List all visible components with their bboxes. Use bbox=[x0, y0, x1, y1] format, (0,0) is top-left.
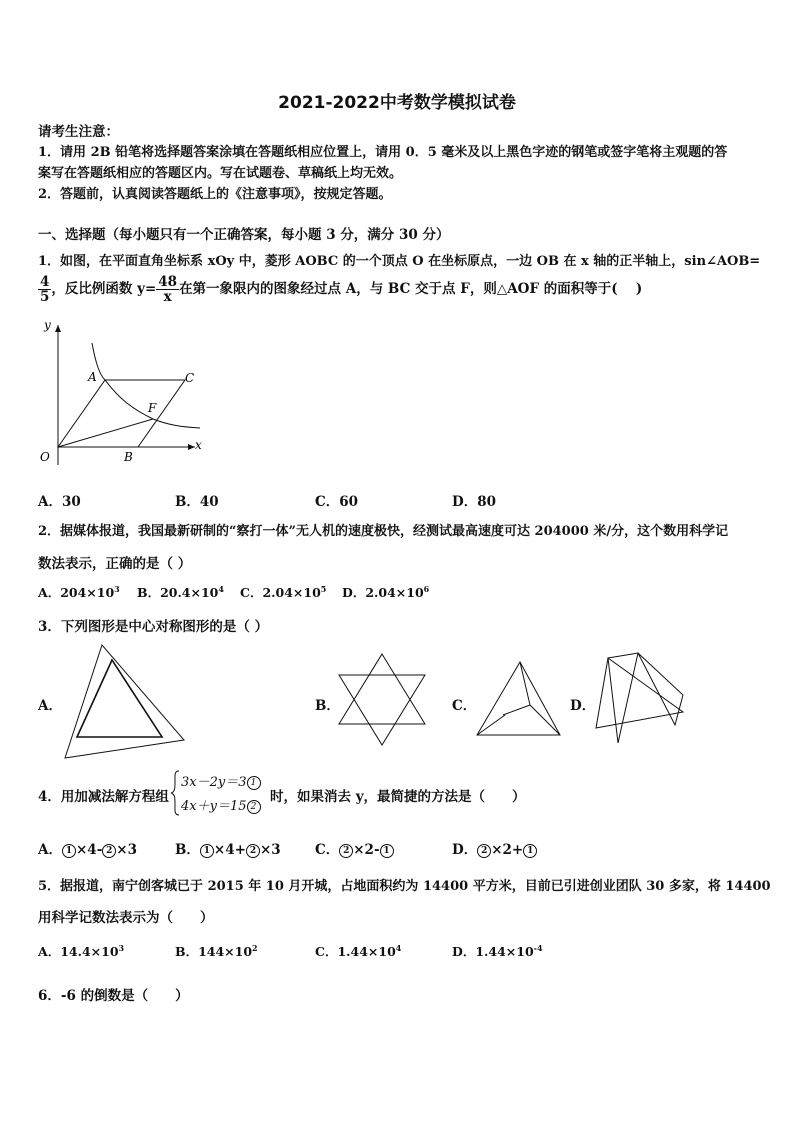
q3-line1: 3．下列图形是中心对称图形的是（ ） bbox=[38, 619, 269, 635]
q2-line2: 数法表示，正确的是（ ） bbox=[38, 556, 192, 572]
q5-option-c[interactable]: C．$1.44\times 10^4$ bbox=[315, 942, 402, 959]
q2-option-c[interactable]: C．$2.04\times 10^5$ bbox=[240, 583, 327, 600]
q1-fraction-sin: $\frac{4}{5}$ bbox=[40, 274, 50, 306]
q1-label-C: C bbox=[185, 371, 195, 385]
q3-figure-d bbox=[593, 650, 693, 746]
q2-option-b[interactable]: B．$20.4\times 10^4$ bbox=[137, 583, 224, 600]
q3-option-c[interactable]: C． bbox=[452, 698, 477, 714]
q2-option-d[interactable]: D．$2.04\times 10^6$ bbox=[342, 583, 430, 600]
q1-label-F: F bbox=[148, 401, 157, 415]
q1-line2: $\frac{4}{5}$ ，反比例函数 y= $\frac{48}{x}$ 在第一象限内的图象经过点 A，与 BC 交于点 F，则△AOF 的面积等于( ) bbox=[40, 274, 643, 306]
q4-option-d[interactable]: D． 2 ×2+ 1 bbox=[452, 838, 537, 858]
q1-line1: 1．如图，在平面直角坐标系 xOy 中，菱形 AOBC 的一个顶点 O 在坐标原点，一边 OB 在 x 轴的正半轴上，sin∠AOB= bbox=[38, 254, 761, 269]
q1-figure bbox=[30, 315, 210, 465]
q4-option-a[interactable]: A． 1 ×4- 2 ×3 bbox=[38, 842, 138, 858]
q1-option-b[interactable]: B．40 bbox=[175, 494, 219, 510]
q4-option-c[interactable]: C． 2 ×2- 1 bbox=[315, 838, 394, 858]
q2-option-a[interactable]: A．$204\times 10^3$ bbox=[38, 583, 120, 600]
q5-option-b[interactable]: B．$144\times 10^2$ bbox=[175, 942, 258, 959]
q1-option-d[interactable]: D．80 bbox=[452, 494, 496, 510]
q1-label-B: B bbox=[124, 450, 133, 464]
q5-line1: 5．据报道，南宁创客城已于 2015 年 10 月开城，占地面积约为 14400 平方米，目前已引进创业团队 30 多家，将 14400 bbox=[38, 879, 771, 894]
q3-option-a[interactable]: A． bbox=[38, 698, 62, 714]
q1-label-x: x bbox=[195, 438, 202, 452]
circled-1: 1 bbox=[247, 776, 261, 790]
notice-line-1b: 案写在答题纸相应的答题区内。写在试题卷、草稿纸上均无效。 bbox=[38, 166, 403, 181]
q4-equation-1: 3x－2y＝3 1 bbox=[181, 771, 261, 790]
q5-option-a[interactable]: A．$14.4\times 10^3$ bbox=[38, 942, 125, 959]
q1-label-A: A bbox=[88, 370, 97, 384]
section-heading: 一、选择题（每小题只有一个正确答案，每小题 3 分，满分 30 分） bbox=[38, 227, 450, 243]
q6-line1: 6．-6 的倒数是（ ） bbox=[38, 988, 189, 1004]
q5-line2: 用科学记数法表示为（ ） bbox=[38, 910, 214, 926]
q4-system-brace bbox=[170, 770, 180, 816]
q1-label-y: y bbox=[44, 318, 51, 332]
q1-option-a[interactable]: A．30 bbox=[38, 494, 81, 510]
q1-option-c[interactable]: C．60 bbox=[315, 494, 359, 510]
q3-figure-c bbox=[475, 660, 565, 740]
q4-option-b[interactable]: B． 1 ×4+ 2 ×3 bbox=[175, 842, 281, 858]
q2-line1: 2．据媒体报道，我国最新研制的“察打一体”无人机的速度极快，经测试最高速度可达 204000 米/分，这个数用科学记 bbox=[38, 524, 729, 539]
q3-option-d[interactable]: D． bbox=[570, 698, 596, 714]
q3-option-b[interactable]: B． bbox=[315, 698, 340, 714]
q4-suffix: 时，如果消去 y，最简捷的方法是（ ） bbox=[270, 789, 526, 805]
notice-heading: 请考生注意： bbox=[38, 124, 119, 140]
q3-figure-b bbox=[337, 652, 427, 747]
q4-equation-2: 4x＋y＝15 2 bbox=[181, 795, 261, 814]
q3-figure-a bbox=[62, 640, 187, 760]
page-title: 2021-2022中考数学模拟试卷 bbox=[278, 93, 516, 113]
circled-2: 2 bbox=[247, 800, 261, 814]
notice-line-1a: 1．请用 2B 铅笔将选择题答案涂填在答题纸相应位置上，请用 0．5 毫米及以上黑色字迹的钢笔或签字笔将主观题的答 bbox=[38, 145, 728, 160]
q1-label-O: O bbox=[40, 450, 50, 464]
q5-option-d[interactable]: D．$1.44\times 10^{-4}$ bbox=[452, 942, 543, 959]
notice-line-2: 2．答题前，认真阅读答题纸上的《注意事项》，按规定答题。 bbox=[38, 187, 392, 202]
q1-fraction-function: $\frac{48}{x}$ bbox=[158, 274, 178, 306]
q4-prefix: 4．用加减法解方程组 bbox=[38, 789, 169, 805]
